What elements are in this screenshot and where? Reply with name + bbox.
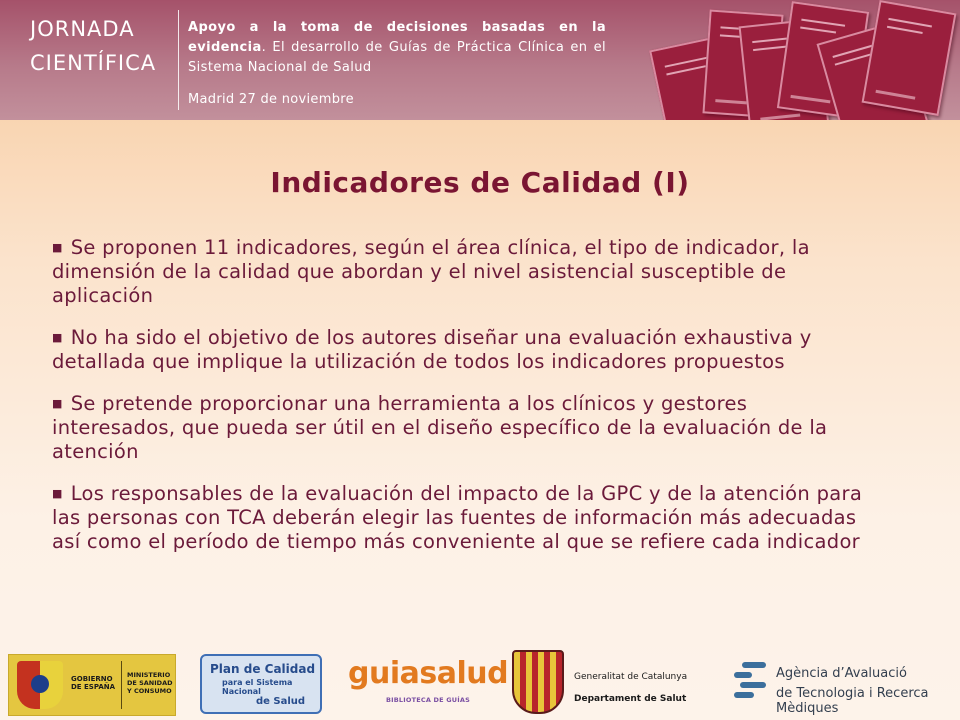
header-banner — [0, 0, 960, 120]
bullet-item — [52, 236, 872, 308]
ministerio-logo-line2: DE SANIDAD — [127, 679, 173, 687]
spain-crest-icon — [17, 661, 63, 709]
bullet-text: Los responsables de la evaluación del impacto de la GPC y de la atención para las personas con TCA deberán elegir las fuentes de información más adecuadas así como el período de tiempo más conveniente al que se refiere cada indicador — [52, 482, 863, 553]
bullet-list — [52, 236, 872, 572]
bullet-text: No ha sido el objetivo de los autores diseñar una evaluación exhaustiva y detallada que implique la utilización de todos los indicadores propuestos — [52, 326, 812, 373]
gobierno-logo-line2: DE ESPAÑA — [71, 683, 116, 691]
ministerio-logo-text — [127, 671, 173, 695]
event-title-line1: JORNADA — [30, 17, 135, 41]
ministerio-logo-line3: Y CONSUMO — [127, 687, 172, 695]
agencia-logo-line2: de Tecnologia i Recerca Mèdiques — [776, 686, 929, 716]
catalonia-shield-icon — [512, 650, 564, 714]
guiasalud-logo-sub: BIBLIOTECA DE GUÍAS — [386, 696, 470, 704]
event-title — [30, 12, 156, 80]
bullet-item — [52, 482, 872, 554]
agencia-logo-line1: Agència d’Avaluació — [776, 666, 907, 681]
plan-logo-line3: de Salud — [256, 696, 306, 707]
agencia-mark-icon — [734, 660, 768, 704]
bullet-item — [52, 392, 872, 464]
bullet-marker: ■ — [52, 331, 63, 344]
bullet-text: Se pretende proporcionar una herramienta a los clínicos y gestores interesados, que pueda ser útil en el diseño específico de la evaluación de la atención — [52, 392, 828, 463]
plan-de-calidad-logo — [200, 654, 322, 714]
guide-booklet-image — [862, 0, 957, 116]
event-title-line2: CIENTÍFICA — [30, 51, 157, 75]
event-subtitle — [188, 18, 606, 78]
plan-logo-line2: para el Sistema Nacional — [222, 678, 293, 696]
bullet-text: Se proponen 11 indicadores, según el área clínica, el tipo de indicador, la dimensión de la calidad que abordan y el nivel asistencial susceptible de aplicación — [52, 236, 810, 307]
guiasalud-logo — [348, 656, 509, 712]
plan-logo-line1: Plan de Calidad — [210, 662, 316, 676]
agencia-avaluacio-logo — [734, 658, 954, 716]
bullet-item — [52, 326, 872, 374]
event-date: Madrid 27 de noviembre — [188, 92, 354, 107]
slide-title: Indicadores de Calidad (I) — [270, 166, 690, 199]
generalitat-logo-line2: Departament de Salut — [574, 694, 687, 704]
bullet-marker: ■ — [52, 397, 63, 410]
gobierno-logo-line1: GOBIERNO — [71, 675, 113, 683]
guiasalud-logo-name: guiasalud — [348, 656, 509, 691]
gobierno-de-espana-logo — [8, 654, 176, 716]
ministerio-logo-line1: MINISTERIO — [127, 671, 171, 679]
header-divider — [178, 10, 179, 110]
gobierno-logo-text — [71, 675, 115, 691]
event-subtitle-bold: Apoyo a la toma de decisiones basadas en la evidencia — [188, 20, 606, 55]
gobierno-logo-divider — [121, 661, 122, 709]
generalitat-logo-line1: Generalitat de Catalunya — [574, 672, 688, 682]
generalitat-logo — [512, 650, 712, 716]
event-subtitle-rest: . El desarrollo de Guías de Práctica Clínica en el Sistema Nacional de Salud — [188, 40, 606, 75]
bullet-marker: ■ — [52, 241, 63, 254]
bullet-marker: ■ — [52, 487, 63, 500]
